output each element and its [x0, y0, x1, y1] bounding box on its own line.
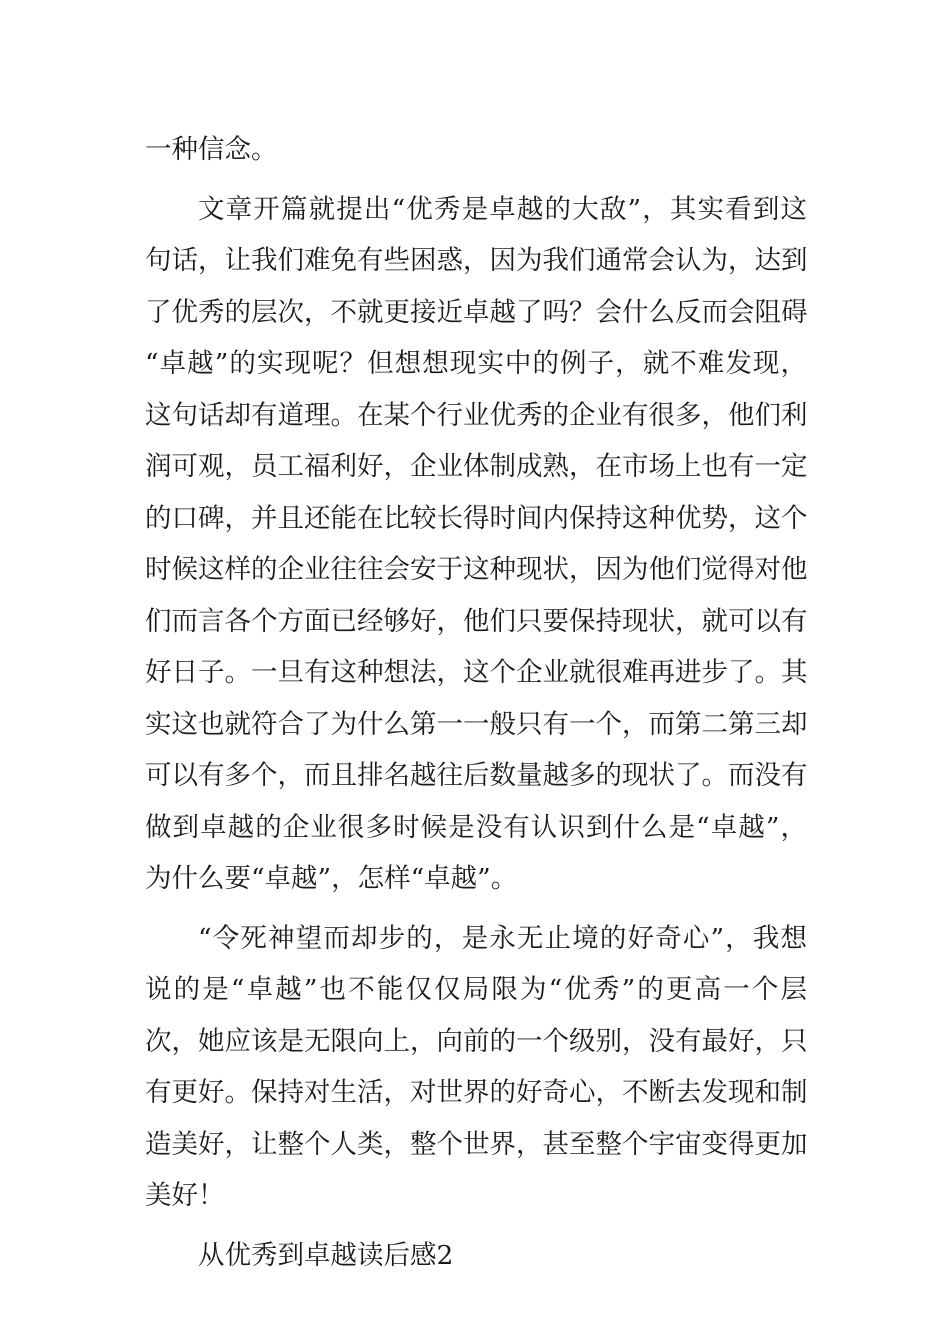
text-line: 说的是“卓越”也不能仅仅局限为“优秀”的更高一个层 [145, 974, 807, 1005]
paragraph-1 [145, 124, 807, 176]
text-line: 实这也就符合了为什么第一一般只有一个，而第二第三却 [145, 708, 807, 740]
text-line: 为什么要“卓越”，怎样“卓越”。 [145, 863, 518, 894]
text-line: 文章开篇就提出“优秀是卓越的大敌”，其实看到这 [198, 193, 807, 225]
section-heading [145, 1230, 807, 1282]
text-line: 了优秀的层次，不就更接近卓越了吗？会什么反而会阻碍 [145, 296, 807, 328]
text-line: 这句话却有道理。在某个行业优秀的企业有很多，他们利 [145, 399, 807, 431]
text-line: “令死神望而却步的，是永无止境的好奇心”，我想 [198, 922, 807, 954]
text-line: 润可观，员工福利好，企业体制成熟，在市场上也有一定 [145, 451, 807, 482]
text-line: 句话，让我们难免有些困惑，因为我们通常会认为，达到 [145, 245, 807, 276]
text-line: 好日子。一旦有这种想法，这个企业就很难再进步了。其 [145, 657, 807, 688]
text-line: 次，她应该是无限向上，向前的一个级别，没有最好，只 [145, 1025, 807, 1057]
text-line: “卓越”的实现呢？但想想现实中的例子，就不难发现， [145, 348, 807, 379]
text-line: 造美好，让整个人类，整个世界，甚至整个宇宙变得更加 [145, 1128, 807, 1160]
text-line: 的口碑，并且还能在比较长得时间内保持这种优势，这个 [145, 502, 807, 534]
text-line: 时候这样的企业往往会安于这种现状，因为他们觉得对他 [145, 554, 807, 585]
paragraph-3 [145, 913, 807, 1222]
text-line: 有更好。保持对生活，对世界的好奇心，不断去发现和制 [145, 1077, 807, 1108]
text-line: 一种信念。 [145, 134, 278, 165]
text-line: 们而言各个方面已经够好，他们只要保持现状，就可以有 [145, 605, 807, 637]
paragraph-2 [145, 184, 807, 905]
text-line: 美好！ [145, 1180, 225, 1211]
text-line: 从优秀到卓越读后感2 [198, 1239, 454, 1271]
document-body [145, 124, 807, 1281]
text-line: 可以有多个，而且排名越往后数量越多的现状了。而没有 [145, 760, 807, 791]
text-line: 做到卓越的企业很多时候是没有认识到什么是“卓越”， [145, 811, 807, 843]
